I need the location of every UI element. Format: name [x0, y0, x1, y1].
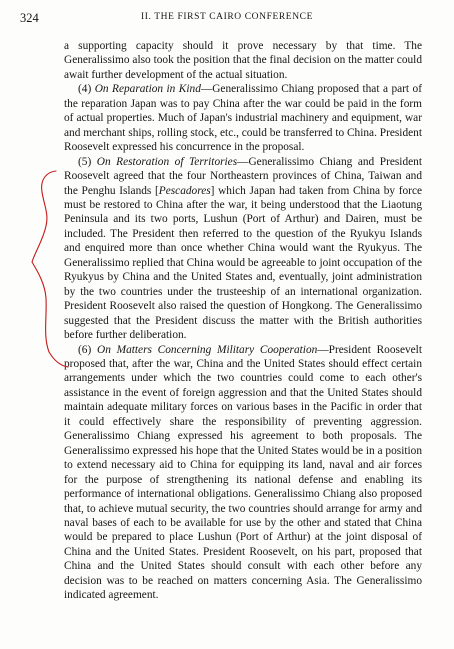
- paragraph-military: [64, 343, 422, 603]
- paragraph-number: (6): [78, 343, 92, 356]
- paragraph-text: —President Roosevelt proposed that, after the war, China and the United States should effect certain arrangements under which the two countries could come to each other's assistance in the event of foreign aggression and that the United States should maintain adequate military forces on various bases in the Pacific in order that it could effectively share the responsibility of preventing aggression. Generalissimo Chiang expressed his agreement to both proposals. The Generalissimo expressed his hope that the United States would be in a position to extend necessary aid to China for equipping its land, naval and air forces for the purpose of strengthening its national defense and enabling its performance of international obligations. Generalissimo Chiang also proposed that, to achieve mutual security, the two countries should arrange for army and naval bases of each to be available for use by the other and stated that China would be prepared to place Lushun (Port of Arthur) at the joint disposal of China and the United States. President Roosevelt, on his part, proposed that China and the United States should consult with each other before any decision was to be reached on matters concerning Asia. The Generalissimo indicated agreement.: [64, 343, 422, 602]
- bracket-stroke: [32, 171, 68, 367]
- editorial-insertion: Pescadores: [158, 184, 211, 197]
- section-heading-reparation: On Reparation in Kind: [94, 83, 201, 96]
- paragraph-number: (4): [78, 83, 92, 96]
- page-header: [20, 11, 434, 27]
- paragraph-number: (5): [78, 155, 92, 168]
- paragraph-continuation: a supporting capacity should it prove necessary by that time. The Generalissimo also took the position that the final decision on the matter could await further development of the actual situation.: [64, 40, 422, 81]
- paragraph-text: ] which Japan had taken from China by force must be restored to China after the war, it being understood that the Liaotung Peninsula and its two ports, Lushun (Port of Arthur) and Dairen, must be included. The President then referred to the question of the Ryukyu Islands and enquired more than once whether China would want the Ryukyus. The Generalissimo replied that China would be agreeable to joint occupation of the Ryukyus by China and the United States and, eventually, joint administration by the two countries under the trusteeship of an international organization. President Roosevelt also raised the question of Hongkong. The Generalissimo suggested that the President discuss the matter with the British authorities before further deliberation.: [64, 184, 423, 342]
- paragraph-text: —Generalissimo Chiang and President Roosevelt agreed that the four Northeastern provinces of China, Taiwan and the Penghu Islands [: [64, 155, 422, 197]
- section-heading-territories: On Restoration of Territories: [96, 155, 238, 168]
- paragraph-reparation: [64, 82, 422, 154]
- body-text: [64, 39, 422, 603]
- running-head: II. THE FIRST CAIRO CONFERENCE: [140, 12, 314, 22]
- paragraph-territories: [64, 155, 422, 343]
- page-number: 324: [20, 11, 39, 25]
- section-heading-military: On Matters Concerning Military Cooperation: [97, 343, 318, 356]
- paragraph-text: —Generalissimo Chiang proposed that a part of the reparation Japan was to pay China after the war could be paid in the form of actual properties. Much of Japan's industrial machinery and equipment, war and merchant ships, rolling stock, etc., could be transferred to China. President Roosevelt expressed his concurrence in the proposal.: [64, 83, 422, 154]
